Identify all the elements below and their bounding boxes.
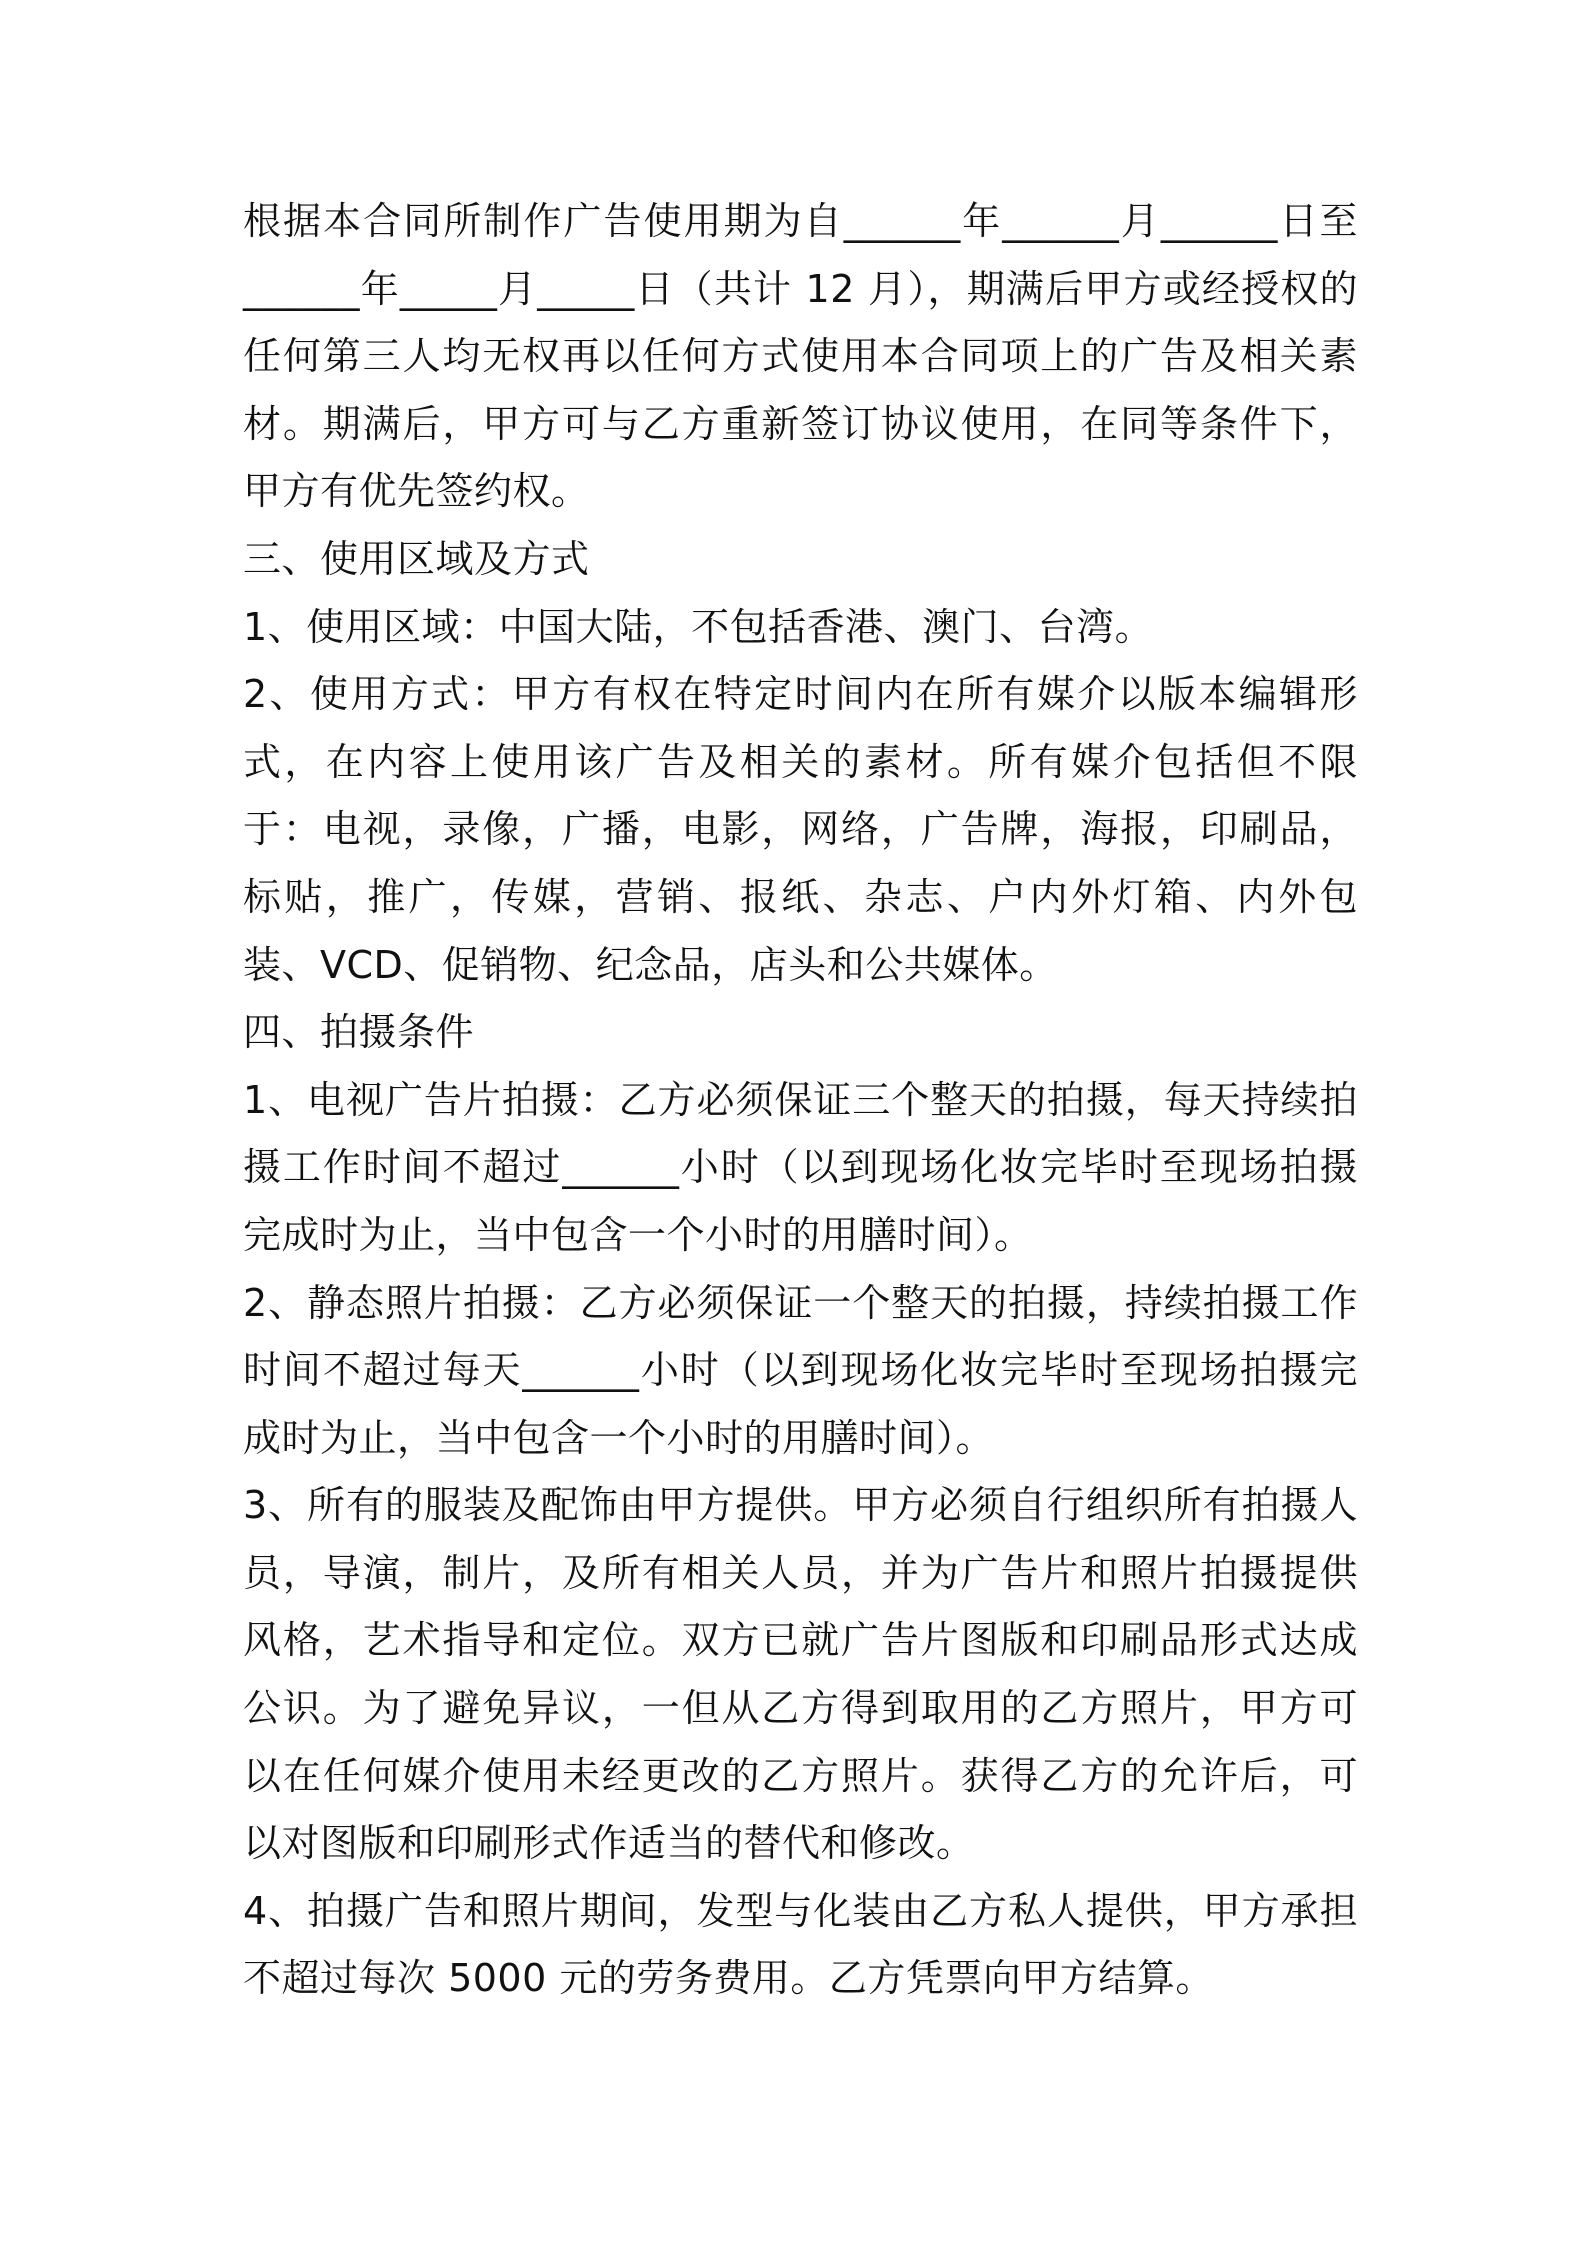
clause-hair-and-makeup: 4、拍摄广告和照片期间，发型与化装由乙方私人提供，甲方承担不超过每次 5000 元的劳务费用。乙方凭票向甲方结算。 xyxy=(243,1888,1358,2001)
section-heading-shooting-conditions: 四、拍摄条件 xyxy=(243,1010,475,1055)
paragraph-usage-period: 根据本合同所制作广告使用期为自______年______月______日至______年_____月_____日（共计 12 月），期满后甲方或经授权的任何第三人均无权再以任何方式使用本合同项上的广告及相关素材。期满后，甲方可与乙方重新签订协议使用，在同等条件下，甲方有优先签约权。 xyxy=(243,199,1358,514)
section-heading-usage-area: 三、使用区域及方式 xyxy=(243,536,590,581)
clause-usage-region: 1、使用区域：中国大陆，不包括香港、澳门、台湾。 xyxy=(243,604,1154,649)
clause-costumes-and-staff: 3、所有的服装及配饰由甲方提供。甲方必须自行组织所有拍摄人员，导演，制片，及所有相关人员，并为广告片和照片拍摄提供风格，艺术指导和定位。双方已就广告片图版和印刷品形式达成公识。为了避免异议，一但从乙方得到取用的乙方照片，甲方可以在任何媒介使用未经更改的乙方照片。获得乙方的允许后，可以对图版和印刷形式作适当的替代和修改。 xyxy=(243,1483,1358,1866)
clause-tv-commercial-shooting: 1、电视广告片拍摄：乙方必须保证三个整天的拍摄，每天持续拍摄工作时间不超过______小时（以到现场化妆完毕时至现场拍摄完成时为止，当中包含一个小时的用膳时间）。 xyxy=(243,1077,1358,1257)
clause-usage-method: 2、使用方式：甲方有权在特定时间内在所有媒介以版本编辑形式，在内容上使用该广告及相关的素材。所有媒介包括但不限于：电视，录像，广播，电影，网络，广告牌，海报，印刷品，标贴，推广，传媒，营销、报纸、杂志、户内外灯箱、内外包装、VCD、促销物、纪念品，店头和公共媒体。 xyxy=(243,672,1358,987)
document-body xyxy=(243,188,1358,2013)
clause-photo-shooting: 2、静态照片拍摄：乙方必须保证一个整天的拍摄，持续拍摄工作时间不超过每天______小时（以到现场化妆完毕时至现场拍摄完成时为止，当中包含一个小时的用膳时间）。 xyxy=(243,1280,1358,1460)
